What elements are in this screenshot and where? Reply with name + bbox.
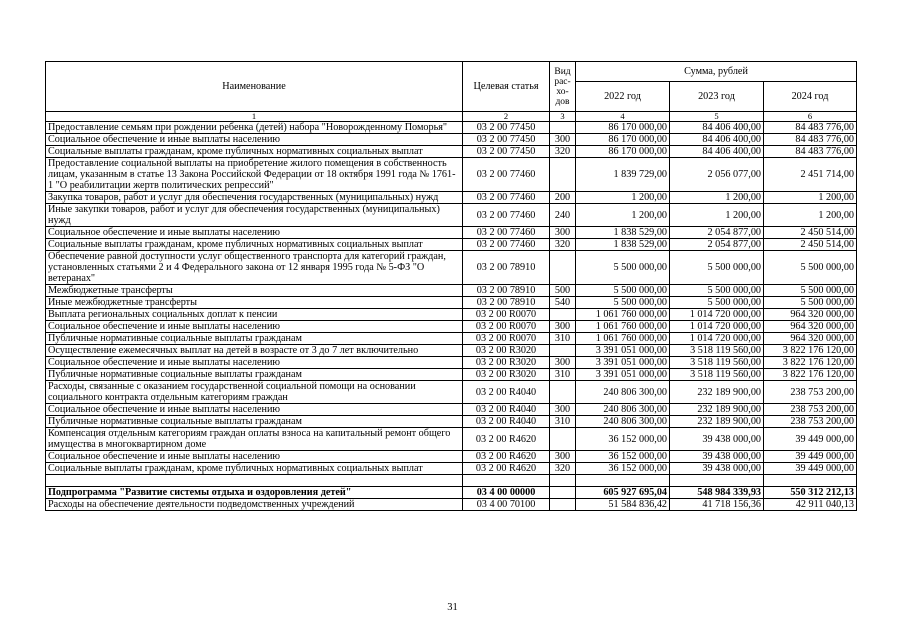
row-sum-2022: 1 838 529,00 bbox=[576, 227, 670, 239]
row-code: 03 2 00 77460 bbox=[463, 227, 550, 239]
row-sum-2022: 3 391 051 000,00 bbox=[576, 357, 670, 369]
row-expense-type: 320 bbox=[550, 239, 576, 251]
table-spacer-row bbox=[46, 475, 857, 487]
row-code: 03 2 00 R0070 bbox=[463, 321, 550, 333]
row-sum-2024: 42 911 040,13 bbox=[764, 499, 857, 511]
row-name: Предоставление семьям при рождении ребенка (детей) набора "Новорожденному Поморья" bbox=[46, 122, 463, 134]
row-name: Выплата региональных социальных доплат к пенсии bbox=[46, 309, 463, 321]
row-expense-type: 320 bbox=[550, 146, 576, 158]
row-sum-2023: 5 500 000,00 bbox=[670, 251, 764, 285]
row-sum-2023: 1 014 720 000,00 bbox=[670, 309, 764, 321]
row-sum-2023: 1 200,00 bbox=[670, 204, 764, 227]
row-sum-2023: 5 500 000,00 bbox=[670, 285, 764, 297]
table-row bbox=[46, 404, 857, 416]
table-row bbox=[46, 146, 857, 158]
colnum: 4 bbox=[576, 112, 670, 122]
row-sum-2022: 5 500 000,00 bbox=[576, 297, 670, 309]
row-name: Публичные нормативные социальные выплаты гражданам bbox=[46, 416, 463, 428]
table-row bbox=[46, 369, 857, 381]
row-sum-2024: 3 822 176 120,00 bbox=[764, 345, 857, 357]
row-sum-2022: 1 838 529,00 bbox=[576, 239, 670, 251]
row-code: 03 2 00 77460 bbox=[463, 192, 550, 204]
row-expense-type: 310 bbox=[550, 369, 576, 381]
row-sum-2023: 1 014 720 000,00 bbox=[670, 333, 764, 345]
row-sum-2024: 964 320 000,00 bbox=[764, 309, 857, 321]
table-row bbox=[46, 122, 857, 134]
header-name: Наименование bbox=[46, 62, 463, 112]
row-expense-type: 310 bbox=[550, 416, 576, 428]
row-sum-2022: 36 152 000,00 bbox=[576, 428, 670, 451]
table-row bbox=[46, 239, 857, 251]
colnum: 1 bbox=[46, 112, 463, 122]
row-code: 03 2 00 78910 bbox=[463, 251, 550, 285]
row-sum-2022: 605 927 695,04 bbox=[576, 487, 670, 499]
row-sum-2024 bbox=[764, 475, 857, 487]
row-expense-type: 300 bbox=[550, 227, 576, 239]
row-sum-2023: 232 189 900,00 bbox=[670, 404, 764, 416]
row-expense-type bbox=[550, 499, 576, 511]
row-expense-type bbox=[550, 251, 576, 285]
row-sum-2023: 39 438 000,00 bbox=[670, 451, 764, 463]
row-expense-type: 240 bbox=[550, 204, 576, 227]
table-row bbox=[46, 227, 857, 239]
row-code: 03 2 00 R0070 bbox=[463, 333, 550, 345]
row-sum-2022: 86 170 000,00 bbox=[576, 134, 670, 146]
table-row bbox=[46, 321, 857, 333]
row-expense-type: 200 bbox=[550, 192, 576, 204]
table-row bbox=[46, 251, 857, 285]
row-sum-2022: 1 061 760 000,00 bbox=[576, 309, 670, 321]
row-name: Закупка товаров, работ и услуг для обеспечения государственных (муниципальных) нужд bbox=[46, 192, 463, 204]
row-name: Социальные выплаты гражданам, кроме публичных нормативных социальных выплат bbox=[46, 146, 463, 158]
row-expense-type bbox=[550, 487, 576, 499]
row-sum-2023: 2 056 077,00 bbox=[670, 158, 764, 192]
row-code: 03 4 00 00000 bbox=[463, 487, 550, 499]
row-name: Иные межбюджетные трансферты bbox=[46, 297, 463, 309]
row-code: 03 2 00 R3020 bbox=[463, 345, 550, 357]
colnum: 3 bbox=[550, 112, 576, 122]
row-sum-2023: 3 518 119 560,00 bbox=[670, 369, 764, 381]
row-sum-2023: 2 054 877,00 bbox=[670, 239, 764, 251]
row-expense-type: 310 bbox=[550, 333, 576, 345]
colnum: 2 bbox=[463, 112, 550, 122]
row-code: 03 2 00 R4620 bbox=[463, 428, 550, 451]
row-sum-2024: 2 450 514,00 bbox=[764, 239, 857, 251]
row-sum-2024: 3 822 176 120,00 bbox=[764, 357, 857, 369]
row-name: Подпрограмма "Развитие системы отдыха и оздоровления детей" bbox=[46, 487, 463, 499]
header-2023: 2023 год bbox=[670, 82, 764, 112]
row-name: Социальное обеспечение и иные выплаты населению bbox=[46, 134, 463, 146]
row-sum-2024: 238 753 200,00 bbox=[764, 381, 857, 404]
row-code: 03 2 00 78910 bbox=[463, 285, 550, 297]
table-row bbox=[46, 134, 857, 146]
row-code: 03 4 00 70100 bbox=[463, 499, 550, 511]
row-code: 03 2 00 R3020 bbox=[463, 369, 550, 381]
row-expense-type: 300 bbox=[550, 321, 576, 333]
row-sum-2022: 1 839 729,00 bbox=[576, 158, 670, 192]
row-sum-2022: 36 152 000,00 bbox=[576, 451, 670, 463]
row-sum-2023: 3 518 119 560,00 bbox=[670, 357, 764, 369]
table-row bbox=[46, 428, 857, 451]
row-name: Социальные выплаты гражданам, кроме публичных нормативных социальных выплат bbox=[46, 463, 463, 475]
row-name: Компенсация отдельным категориям граждан оплаты взноса на капитальный ремонт общего имущества в многоквартирном доме bbox=[46, 428, 463, 451]
row-expense-type bbox=[550, 158, 576, 192]
row-code: 03 2 00 77450 bbox=[463, 122, 550, 134]
row-expense-type bbox=[550, 475, 576, 487]
row-sum-2022: 86 170 000,00 bbox=[576, 122, 670, 134]
row-expense-type bbox=[550, 345, 576, 357]
colnum: 5 bbox=[670, 112, 764, 122]
row-code: 03 2 00 R4040 bbox=[463, 416, 550, 428]
row-expense-type: 300 bbox=[550, 451, 576, 463]
row-sum-2024: 39 449 000,00 bbox=[764, 463, 857, 475]
row-name: Предоставление социальной выплаты на приобретение жилого помещения в собственность лицам, указанным в статье 13 Закона Российской Федерации от 18 октября 1991 года № 1761-1 "О реабилитации жертв политических репрессий" bbox=[46, 158, 463, 192]
colnum: 6 bbox=[764, 112, 857, 122]
row-expense-type bbox=[550, 309, 576, 321]
row-code bbox=[463, 475, 550, 487]
row-expense-type: 320 bbox=[550, 463, 576, 475]
table-row bbox=[46, 416, 857, 428]
row-code: 03 2 00 R3020 bbox=[463, 357, 550, 369]
row-sum-2023: 39 438 000,00 bbox=[670, 428, 764, 451]
row-sum-2022: 1 061 760 000,00 bbox=[576, 333, 670, 345]
row-name: Обеспечение равной доступности услуг общественного транспорта для категорий граждан, установленных статьями 2 и 4 Федерального закона от 12 января 1995 года № 5-ФЗ "О ветеранах" bbox=[46, 251, 463, 285]
row-name: Социальное обеспечение и иные выплаты населению bbox=[46, 404, 463, 416]
row-sum-2023: 39 438 000,00 bbox=[670, 463, 764, 475]
row-sum-2024: 1 200,00 bbox=[764, 204, 857, 227]
row-sum-2023: 41 718 156,36 bbox=[670, 499, 764, 511]
row-sum-2024: 84 483 776,00 bbox=[764, 122, 857, 134]
table-row bbox=[46, 463, 857, 475]
row-name bbox=[46, 475, 463, 487]
row-sum-2024: 2 451 714,00 bbox=[764, 158, 857, 192]
row-sum-2024: 964 320 000,00 bbox=[764, 321, 857, 333]
row-expense-type bbox=[550, 428, 576, 451]
row-expense-type: 500 bbox=[550, 285, 576, 297]
row-sum-2024: 84 483 776,00 bbox=[764, 146, 857, 158]
row-sum-2022: 240 806 300,00 bbox=[576, 404, 670, 416]
row-sum-2022: 1 200,00 bbox=[576, 192, 670, 204]
table-row bbox=[46, 357, 857, 369]
row-expense-type: 540 bbox=[550, 297, 576, 309]
header-sum: Сумма, рублей bbox=[576, 62, 857, 82]
row-name: Межбюджетные трансферты bbox=[46, 285, 463, 297]
table-row bbox=[46, 192, 857, 204]
row-sum-2024: 5 500 000,00 bbox=[764, 297, 857, 309]
row-sum-2024: 238 753 200,00 bbox=[764, 404, 857, 416]
row-sum-2022: 1 200,00 bbox=[576, 204, 670, 227]
row-code: 03 2 00 77450 bbox=[463, 146, 550, 158]
row-sum-2024: 84 483 776,00 bbox=[764, 134, 857, 146]
row-expense-type: 300 bbox=[550, 134, 576, 146]
row-sum-2022: 36 152 000,00 bbox=[576, 463, 670, 475]
row-code: 03 2 00 R4040 bbox=[463, 404, 550, 416]
row-sum-2023: 1 014 720 000,00 bbox=[670, 321, 764, 333]
row-sum-2023: 84 406 400,00 bbox=[670, 146, 764, 158]
row-code: 03 2 00 77450 bbox=[463, 134, 550, 146]
table-row bbox=[46, 309, 857, 321]
row-code: 03 2 00 77460 bbox=[463, 239, 550, 251]
row-name: Социальное обеспечение и иные выплаты населению bbox=[46, 357, 463, 369]
row-name: Социальное обеспечение и иные выплаты населению bbox=[46, 321, 463, 333]
row-code: 03 2 00 R4620 bbox=[463, 451, 550, 463]
table-body bbox=[46, 122, 857, 511]
row-sum-2024: 3 822 176 120,00 bbox=[764, 369, 857, 381]
table-row bbox=[46, 158, 857, 192]
row-name: Публичные нормативные социальные выплаты гражданам bbox=[46, 333, 463, 345]
row-sum-2024: 39 449 000,00 bbox=[764, 428, 857, 451]
row-sum-2022: 5 500 000,00 bbox=[576, 285, 670, 297]
row-sum-2024: 1 200,00 bbox=[764, 192, 857, 204]
table-row bbox=[46, 499, 857, 511]
row-sum-2023: 232 189 900,00 bbox=[670, 381, 764, 404]
row-sum-2022: 3 391 051 000,00 bbox=[576, 345, 670, 357]
row-sum-2024: 39 449 000,00 bbox=[764, 451, 857, 463]
row-code: 03 2 00 77460 bbox=[463, 204, 550, 227]
row-code: 03 2 00 77460 bbox=[463, 158, 550, 192]
header-2024: 2024 год bbox=[764, 82, 857, 112]
row-sum-2022: 3 391 051 000,00 bbox=[576, 369, 670, 381]
row-expense-type bbox=[550, 381, 576, 404]
row-code: 03 2 00 R4040 bbox=[463, 381, 550, 404]
row-code: 03 2 00 R4620 bbox=[463, 463, 550, 475]
table-row bbox=[46, 297, 857, 309]
row-sum-2024: 5 500 000,00 bbox=[764, 285, 857, 297]
row-sum-2023: 1 200,00 bbox=[670, 192, 764, 204]
row-code: 03 2 00 R0070 bbox=[463, 309, 550, 321]
row-sum-2024: 238 753 200,00 bbox=[764, 416, 857, 428]
table-row bbox=[46, 204, 857, 227]
row-sum-2024: 5 500 000,00 bbox=[764, 251, 857, 285]
row-sum-2023: 5 500 000,00 bbox=[670, 297, 764, 309]
row-code: 03 2 00 78910 bbox=[463, 297, 550, 309]
row-expense-type: 300 bbox=[550, 404, 576, 416]
row-sum-2022: 51 584 836,42 bbox=[576, 499, 670, 511]
row-sum-2023: 84 406 400,00 bbox=[670, 122, 764, 134]
page-number: 31 bbox=[447, 602, 458, 613]
table-row bbox=[46, 487, 857, 499]
row-name: Иные закупки товаров, работ и услуг для обеспечения государственных (муниципальных) нужд bbox=[46, 204, 463, 227]
header-2022: 2022 год bbox=[576, 82, 670, 112]
row-sum-2022 bbox=[576, 475, 670, 487]
row-name: Социальные выплаты гражданам, кроме публичных нормативных социальных выплат bbox=[46, 239, 463, 251]
row-sum-2024: 550 312 212,13 bbox=[764, 487, 857, 499]
budget-table bbox=[45, 61, 857, 511]
row-name: Публичные нормативные социальные выплаты гражданам bbox=[46, 369, 463, 381]
row-sum-2023: 84 406 400,00 bbox=[670, 134, 764, 146]
row-expense-type bbox=[550, 122, 576, 134]
row-sum-2023: 3 518 119 560,00 bbox=[670, 345, 764, 357]
table-row bbox=[46, 381, 857, 404]
row-sum-2023: 232 189 900,00 bbox=[670, 416, 764, 428]
table-row bbox=[46, 451, 857, 463]
row-name: Осуществление ежемесячных выплат на детей в возрасте от 3 до 7 лет включительно bbox=[46, 345, 463, 357]
row-sum-2022: 1 061 760 000,00 bbox=[576, 321, 670, 333]
row-sum-2023 bbox=[670, 475, 764, 487]
row-name: Расходы на обеспечение деятельности подведомственных учреждений bbox=[46, 499, 463, 511]
header-target: Целевая статья bbox=[463, 62, 550, 112]
row-sum-2024: 964 320 000,00 bbox=[764, 333, 857, 345]
row-sum-2023: 2 054 877,00 bbox=[670, 227, 764, 239]
row-name: Социальное обеспечение и иные выплаты населению bbox=[46, 227, 463, 239]
row-name: Социальное обеспечение и иные выплаты населению bbox=[46, 451, 463, 463]
row-sum-2023: 548 984 339,93 bbox=[670, 487, 764, 499]
table-row bbox=[46, 345, 857, 357]
row-sum-2022: 5 500 000,00 bbox=[576, 251, 670, 285]
row-sum-2022: 240 806 300,00 bbox=[576, 381, 670, 404]
header-type: Вид рас- хо- дов bbox=[550, 62, 576, 112]
table-row bbox=[46, 333, 857, 345]
row-sum-2022: 86 170 000,00 bbox=[576, 146, 670, 158]
row-expense-type: 300 bbox=[550, 357, 576, 369]
row-name: Расходы, связанные с оказанием государственной социальной помощи на основании социального контракта отдельным категориям граждан bbox=[46, 381, 463, 404]
table-row bbox=[46, 285, 857, 297]
row-sum-2022: 240 806 300,00 bbox=[576, 416, 670, 428]
row-sum-2024: 2 450 514,00 bbox=[764, 227, 857, 239]
